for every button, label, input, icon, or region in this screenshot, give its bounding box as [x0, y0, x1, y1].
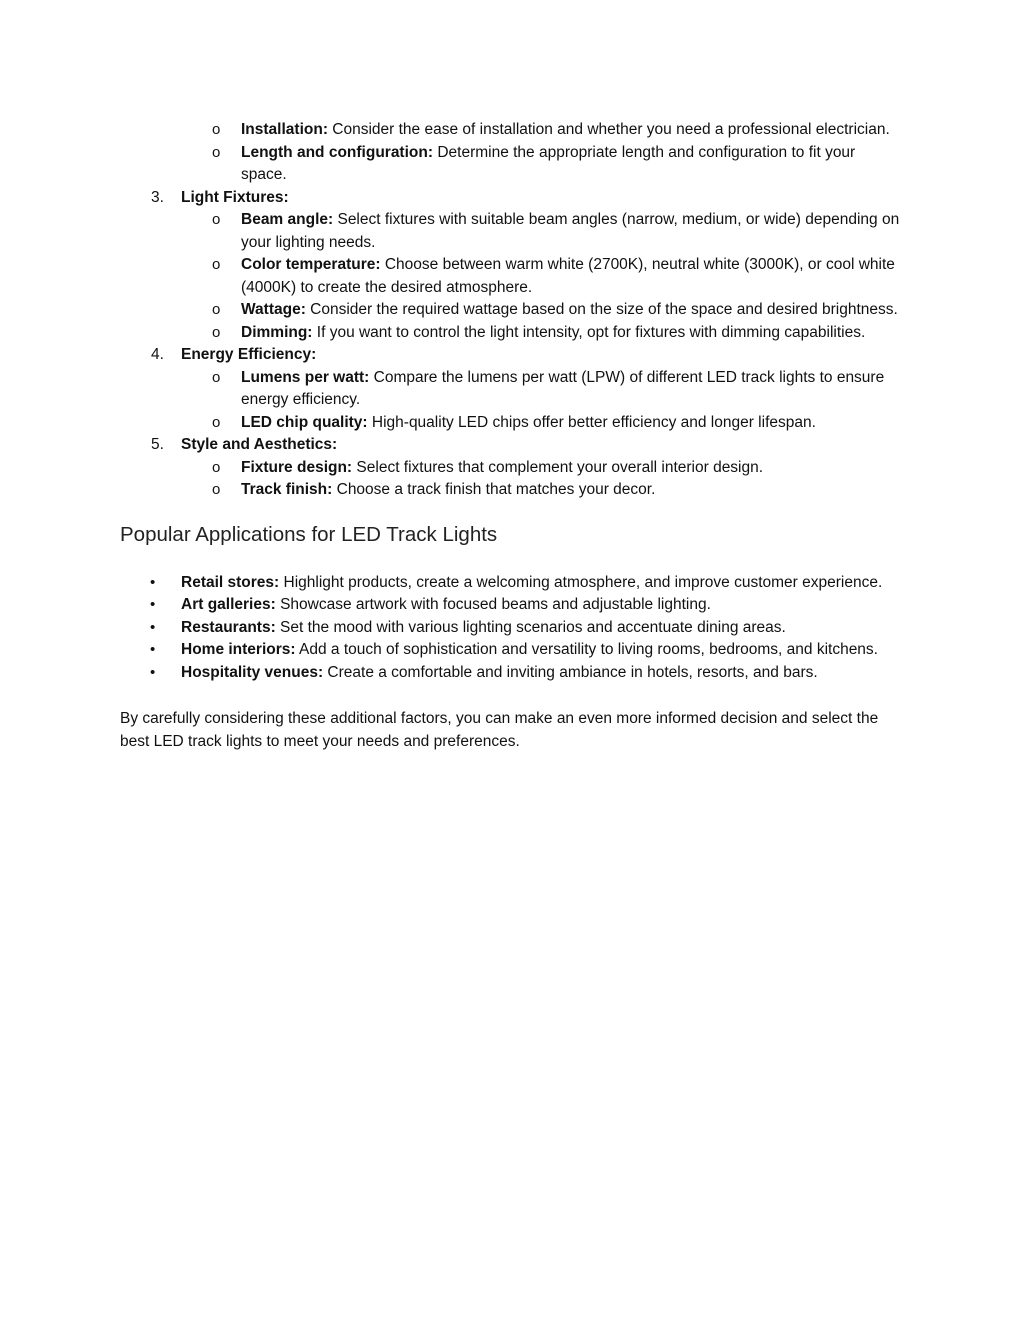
- sub-list-item: [120, 142, 900, 187]
- item-term: Color temperature:: [241, 256, 381, 273]
- item-text: Choose a track finish that matches your decor.: [332, 481, 656, 498]
- section-heading: Popular Applications for LED Track Lights: [120, 522, 498, 546]
- item-term: Dimming:: [241, 323, 313, 341]
- bullet-dot-marker: •: [150, 663, 156, 681]
- numbered-section-5: [120, 434, 900, 457]
- item-text: Highlight products, create a welcoming atmosphere, and improve customer experience.: [279, 573, 883, 591]
- item-term: Track finish:: [241, 481, 333, 498]
- circle-bullet-marker: o: [212, 323, 221, 341]
- sub-list-item: [120, 119, 900, 142]
- document-content: [120, 119, 900, 769]
- sublist-top: [120, 119, 900, 187]
- bullet-list-item: [120, 617, 900, 640]
- section-number: 3.: [151, 188, 164, 206]
- bullet-dot-marker: •: [150, 618, 156, 636]
- item-term: Lumens per watt:: [241, 368, 370, 386]
- section-number: 5.: [151, 436, 164, 453]
- item-term: Length and configuration:: [241, 143, 434, 161]
- item-term: Installation:: [241, 121, 328, 138]
- circle-bullet-marker: o: [212, 256, 221, 273]
- item-text: Consider the required wattage based on the size of the space and desired brightness.: [305, 301, 898, 318]
- circle-bullet-marker: o: [212, 301, 221, 318]
- sub-list-item: [120, 457, 900, 480]
- item-text: High-quality LED chips offer better efficiency and longer lifespan.: [367, 413, 816, 431]
- circle-bullet-marker: o: [212, 211, 221, 228]
- item-text: If you want to control the light intensity, opt for fixtures with dimming capabilities.: [312, 323, 866, 341]
- circle-bullet-marker: o: [212, 458, 221, 476]
- section-title: Style and Aesthetics:: [181, 436, 338, 453]
- section-number: 4.: [151, 346, 164, 363]
- sub-list-item: [120, 254, 900, 299]
- numbered-section-3: [120, 187, 900, 210]
- applications-list: [120, 572, 900, 685]
- item-text: Choose between warm white (2700K), neutral white (3000K), or cool white (4000K) to create the desired atmosphere.: [241, 256, 895, 296]
- sub-list-item: [120, 299, 900, 322]
- item-term: Restaurants:: [181, 618, 276, 636]
- item-term: Retail stores:: [181, 573, 280, 591]
- bullet-dot-marker: •: [150, 641, 156, 658]
- bullet-list-item: [120, 639, 900, 662]
- circle-bullet-marker: o: [212, 121, 221, 138]
- circle-bullet-marker: o: [212, 143, 221, 161]
- bullet-dot-marker: •: [150, 573, 156, 591]
- bullet-list-item: [120, 572, 900, 595]
- item-term: Hospitality venues:: [181, 663, 324, 681]
- sub-list-item: [120, 367, 900, 412]
- circle-bullet-marker: o: [212, 413, 221, 431]
- bullet-dot-marker: •: [150, 596, 156, 613]
- item-text: Select fixtures that complement your overall interior design.: [352, 458, 764, 476]
- item-term: Home interiors:: [181, 641, 296, 658]
- item-term: Fixture design:: [241, 458, 353, 476]
- item-text: Compare the lumens per watt (LPW) of different LED track lights to ensure energy efficiency.: [241, 368, 885, 408]
- numbered-section-4: [120, 344, 900, 367]
- bullet-list-item: [120, 662, 900, 685]
- circle-bullet-marker: o: [212, 481, 221, 498]
- section-title: Energy Efficiency:: [181, 346, 317, 363]
- item-text: Select fixtures with suitable beam angles (narrow, medium, or wide) depending on your lighting needs.: [241, 211, 900, 251]
- sub-list-item: [120, 209, 900, 254]
- item-term: Art galleries:: [181, 596, 276, 613]
- item-text: Consider the ease of installation and whether you need a professional electrician.: [327, 121, 890, 138]
- item-text: Create a comfortable and inviting ambiance in hotels, resorts, and bars.: [323, 663, 818, 681]
- section-title: Light Fixtures:: [181, 188, 289, 206]
- item-text: Showcase artwork with focused beams and adjustable lighting.: [275, 596, 711, 613]
- item-text: Set the mood with various lighting scenarios and accentuate dining areas.: [275, 618, 786, 636]
- circle-bullet-marker: o: [212, 368, 221, 386]
- item-text: Add a touch of sophistication and versatility to living rooms, bedrooms, and kitchens.: [295, 641, 878, 658]
- item-term: Beam angle:: [241, 211, 334, 228]
- item-term: Wattage:: [241, 301, 306, 318]
- item-text: Determine the appropriate length and configuration to fit your space.: [241, 143, 856, 183]
- closing-paragraph: By carefully considering these additional factors, you can make an even more informed decision and select the best LED track lights to meet your needs and preferences.: [120, 710, 879, 750]
- bullet-list-item: [120, 594, 900, 617]
- sub-list-item: [120, 479, 900, 502]
- sub-list-item: [120, 322, 900, 345]
- item-term: LED chip quality:: [241, 413, 368, 431]
- sub-list-item: [120, 412, 900, 435]
